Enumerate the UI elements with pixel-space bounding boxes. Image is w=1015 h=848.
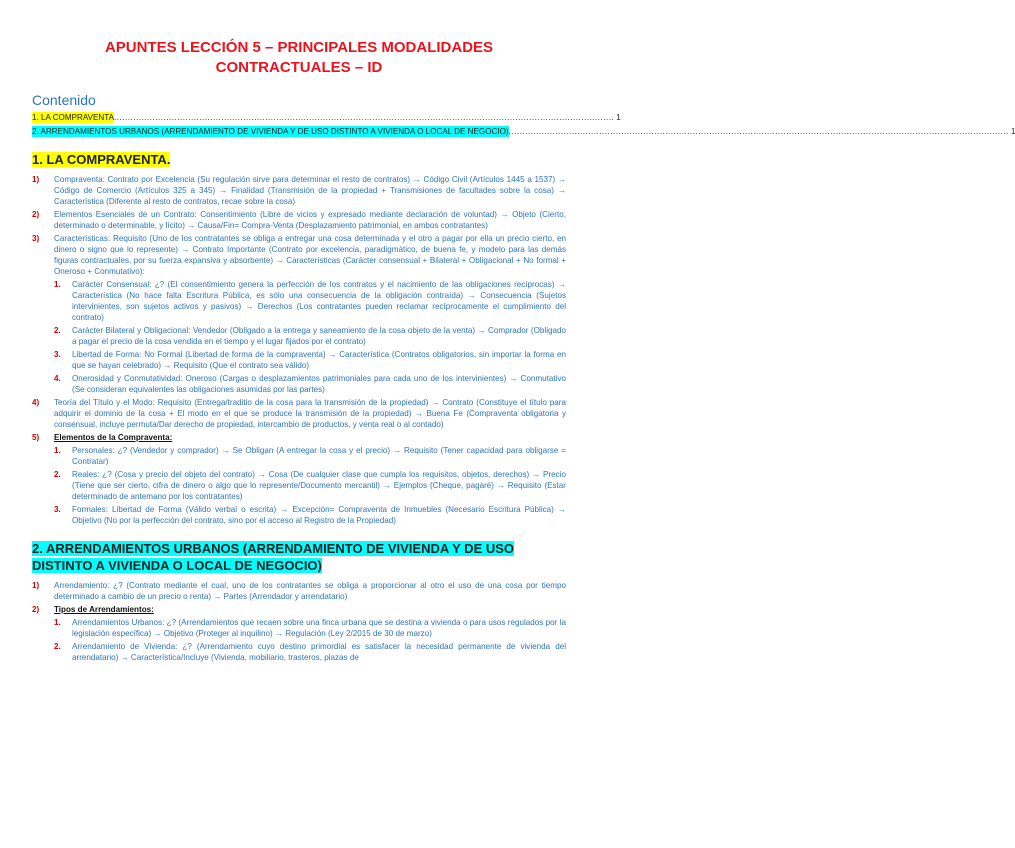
list-item: 2) Elementos Esenciales de un Contrato: Consentimiento (Libre de vicios y expresado mediante declaración de voluntad) → Objeto (Cierto, determinado o determinable, y lícito) → Causa/Fin= Compra-Venta (Desplazamiento patrimonial, en ambos contratantes) (32, 210, 566, 230)
toc-entry-1[interactable]: 1. LA COMPRAVENTA ...................................................................................................................................................................................... 1 (32, 113, 621, 122)
list-item: 2. Carácter Bilateral y Obligacional: Vendedor (Obligado a la entrega y saneamiento de la cosa objeto de la venta) → Comprador (Obligado a pagar el precio de la cosa vendida en el tiempo y el lugar fijados por el contrato) (54, 326, 566, 346)
list-item: 3. Formales: Libertad de Forma (Válido verbal o escrita) → Excepción= Compraventa de Inmuebles (Necesario Escritura Pública) → Objetivo (No por la perfección del contrato, sino por el acceso al Registro de la Propiedad) (54, 505, 566, 525)
list-item: 1) Compraventa: Contrato por Excelencia (Su regulación sirve para determinar el resto de contratos) → Código Civil (Artículos 1445 a 1537) → Código de Comercio (Artículos 325 a 345) → Finalidad (Transmisión de la propiedad + Transmisiones de facultades sobre la cosa) → Característica (Diferente al resto de contratos, recae sobre la cosa) (32, 175, 566, 206)
list-item: 1) Arrendamiento: ¿? (Contrato mediante el cual, uno de los contratantes se obliga a proporcionar al otro el uso de una cosa por tiempo determinado a cambio de un precio o renta) → Partes (Arrendador y arrendatario) (32, 581, 566, 601)
list-item: 5) Elementos de la Compraventa: (32, 433, 173, 442)
sublist-lease-types (54, 617, 566, 663)
list-item: 1. Carácter Consensual: ¿? (El consentimiento genera la perfección de los contratos y el nacimiento de las obligaciones recíprocas) → Característica (No hace falta Escritura Pública, es sólo una consecuencia de la obligación contraída) → Consecuencia (Sujetos intervinientes, son sujetos activos y pasivos) → Derechos (Los contratantes pueden reclamar recíprocamente el cumplimiento del contrato) (54, 280, 566, 322)
document-title: APUNTES LECCIÓN 5 – PRINCIPALES MODALIDADES CONTRACTUALES – ID (104, 39, 494, 76)
table-of-contents (32, 112, 1015, 137)
section-2-heading: 2. ARRENDAMIENTOS URBANOS (ARRENDAMIENTO DE VIVIENDA Y DE USO DISTINTO A VIVIENDA O LOCAL DE NEGOCIO) (32, 541, 515, 573)
sublist-elements (54, 445, 566, 526)
toc-entry-label: 1. LA COMPRAVENTA (32, 113, 115, 122)
list-item: 1. Personales: ¿? (Vendedor y comprador) → Se Obligan (A entregar la cosa y el precio) → Requisito (Tener capacidad para obligarse = Contratar) (54, 446, 566, 466)
sublist-characteristics (54, 279, 566, 395)
list-item: 4. Onerosidad y Conmutatividad: Oneroso (Cargas o desplazamientos patrimoniales para cada uno de los intervinientes) → Conmutativo (Se consideran equivalentes las obligaciones asumidas por las partes) (54, 374, 566, 394)
toc-entry-page: 1 (1010, 127, 1015, 136)
list-item: 3. Libertad de Forma: No Formal (Libertad de forma de la compraventa) → Característica (Contratos obligatorios, sin importar la forma en que se hayan celebrado) → Requisito (Que el contrato sea válido) (54, 350, 566, 370)
list-item: 1. Arrendamientos Urbanos: ¿? (Arrendamientos que recaen sobre una finca urbana que se destina a vivienda o para usos regulados por la legislación específica) → Objetivo (Proteger al inquilino) → Regulación (Ley 2/2015 de 30 de marzo) (54, 618, 566, 638)
toc-heading: Contenido (32, 92, 96, 108)
list-item: 2) Tipos de Arrendamientos: (32, 605, 154, 614)
toc-entry-page: 1 (616, 113, 621, 122)
section-1-heading: 1. LA COMPRAVENTA. (32, 152, 171, 167)
list-item: 2. Reales: ¿? (Cosa y precio del objeto del contrato) → Cosa (De cualquier clase que cumpla los requisitos, objetos, derechos) → Precio (Tiene que ser cierto, cifra de dinero o algo que lo represente/Documento mercantil) → Ejemplos (Cheque, pagaré) → Requisito (Estar determinado de antemano por los contratantes) (54, 470, 566, 501)
toc-entry-label: 2. ARRENDAMIENTOS URBANOS (ARRENDAMIENTO DE VIVIENDA Y DE USO DISTINTO A VIVIENDA O LOCAL DE NEGOCIO) (32, 127, 509, 136)
list-item: 3) Características: Requisito (Uno de los contratantes se obliga a entregar una cosa determinada y el otro a pagar por ella un precio cierto, en dinero o signo que lo represente) → Contrato Importante (Contrato por excelencia, paradigmático, de buena fe, y modelo para las demás figuras contractuales, por su fuerza expansiva y absorbente) → Características (Carácter consensual + Bilateral + Obligacional + No formal + Oneroso + Conmutativo): (32, 234, 566, 276)
list-item: 4) Teoría del Título y el Modo: Requisito (Entrega/traditio de la cosa para la transmisión de la propiedad) → Contrato (Constituye el título para adquirir el dominio de la cosa + El modo en el que se produce la transmisión de la propiedad) → Buena Fe (Compraventa obligatoria y consensual, incluye permuta/Dar derecho de propiedad, intercambio de productos, y venta real o al contado) (32, 398, 566, 429)
list-item: 2. Arrendamiento de Vivienda: ¿? (Arrendamiento cuyo destino primordial es satisfacer la necesidad permanente de vivienda del arrendatario) → Característica/Incluye (Vivienda, mobiliario, trasteros, plazas de (54, 642, 566, 662)
toc-entry-2[interactable]: 2. ARRENDAMIENTOS URBANOS (ARRENDAMIENTO DE VIVIENDA Y DE USO DISTINTO A VIVIENDA O LOCAL DE NEGOCIO) ...................................................................................................................................................................................... 1 (32, 127, 1015, 136)
